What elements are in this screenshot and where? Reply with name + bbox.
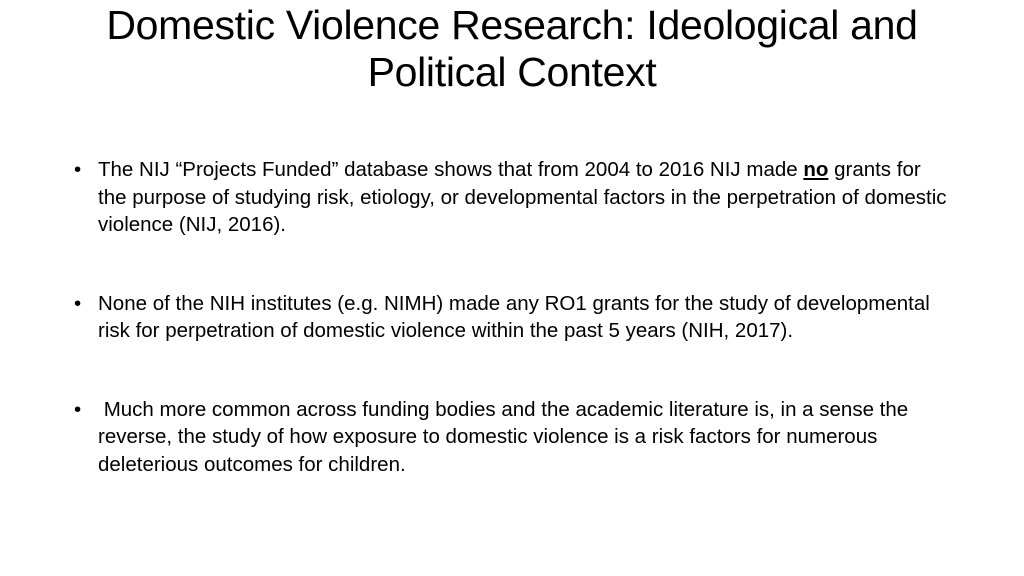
bullet-text: None of the NIH institutes (e.g. NIMH) made any RO1 grants for the study of developmental risk for perpetration of domestic violence within the past 5 years (NIH, 2017). [98,291,930,342]
bullet-dot-icon: • [74,397,82,421]
bullet-text-part: The NIJ “Projects Funded” database shows that from 2004 to 2016 NIJ made [98,158,804,181]
bullet-dot-icon: • [74,291,82,315]
bullet-dot-icon: • [74,158,82,181]
bullet-item-literature [74,396,954,479]
bullet-item-nih-grants [74,290,954,345]
bullet-item-nij-funding [74,156,954,239]
bullet-list [74,156,954,478]
bullet-emphasis: no [803,158,829,181]
bullet-text: Much more common across funding bodies and the academic literature is, in a sense the reverse, the study of how exposure to domestic violence is a risk factors for numerous deleterious outcomes for children. [98,397,914,476]
bullet-text-part: grants for the purpose of studying risk, etiology, or developmental factors in the perpetration of domestic violence (NIJ, 2016). [98,158,947,236]
slide-title: Domestic Violence Research: Ideological and Political Context [106,2,918,95]
